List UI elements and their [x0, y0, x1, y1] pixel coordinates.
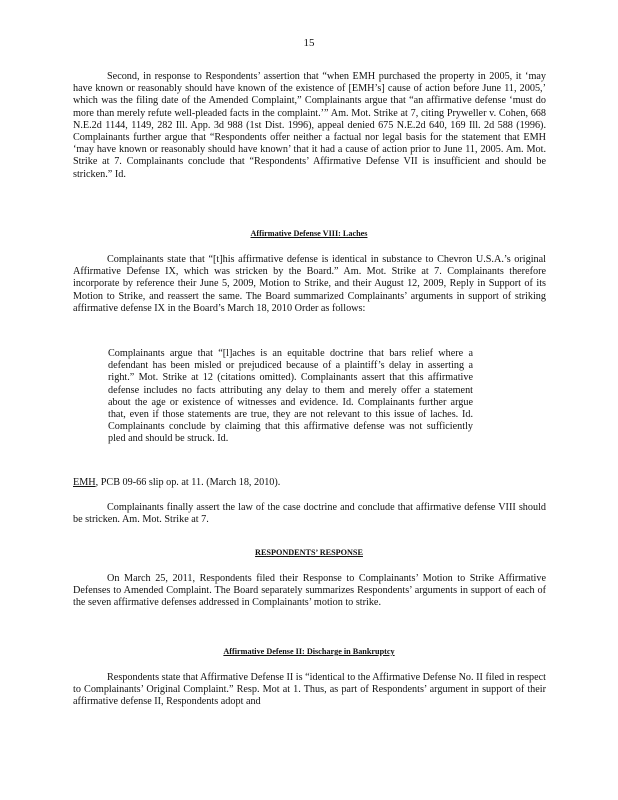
citation-case-name: EMH	[73, 477, 96, 488]
paragraph-text: Complainants state that “[t]his affirmative defense is identical in substance to Chevron U.S.A.’s original Affirmative Defense IX, which was stricken by the Board.” Am. Mot. Strike at 7. Complainants therefore incorporate by reference their June 5, 2009, Motion to Strike, and their August 12, 2009, Reply in Support of its Motion to Strike, and reassert the same. The Board summarized Complainants’ arguments in support of striking affirmative defense IX in the Board’s March 18, 2010 Order as follows:	[73, 254, 546, 314]
section-heading-laches	[0, 229, 618, 238]
citation-line	[73, 477, 473, 488]
heading-text: RESPONDENTS’ RESPONSE	[255, 548, 363, 557]
paragraph-law-of-case	[73, 502, 546, 526]
paragraph-respondents-response	[73, 573, 546, 610]
section-heading-respondents-response	[0, 548, 618, 557]
paragraph-complainants-argument-vii	[73, 71, 546, 181]
block-quote-board-order: Complainants argue that “[l]aches is an equitable doctrine that bars relief where a defendant has been misled or prejudiced because of a plaintiff’s delay in asserting a right.” Mot. Strike at 12 (citations omitted). Complainants assert that this affirmative defense includes no facts attributing any delay to them and merely offer a statement about the age or existence of witnesses and evidence. Id. Complainants further argue that, even if those statements are true, they are not relevant to this issue of laches. Id. Complainants conclude by claiming that this affirmative defense was not sufficiently pled and should be struck. Id.	[108, 348, 473, 445]
page-number: 15	[303, 37, 315, 49]
paragraph-affirmative-defense-ii	[73, 672, 546, 709]
paragraph-laches-intro	[73, 254, 546, 315]
citation-details: , PCB 09-66 slip op. at 11. (March 18, 2010).	[95, 477, 281, 488]
section-heading-discharge-bankruptcy	[0, 647, 618, 656]
heading-text: Affirmative Defense VIII: Laches	[250, 229, 368, 238]
paragraph-text: On March 25, 2011, Respondents filed their Response to Complainants’ Motion to Strike Affirmative Defenses to Amended Complaint. The Board separately summarizes Respondents’ arguments in support of each of the seven affirmative defenses addressed in Complainants’ motion to strike.	[73, 573, 546, 609]
paragraph-text: Respondents state that Affirmative Defense II is “identical to the Affirmative Defense No. II filed in respect to Complainants’ Original Complaint.” Resp. Mot at 1. Thus, as part of Respondents’ argument in support of their affirmative defense II, Respondents adopt and	[73, 672, 546, 708]
heading-text: Affirmative Defense II: Discharge in Bankruptcy	[223, 647, 395, 656]
paragraph-text: Second, in response to Respondents’ assertion that “when EMH purchased the property in 2005, it ‘may have known or reasonably should have known of the existence of [EMH’s] cause of action before June 11, 2005,’ which was the filing date of the Amended Complaint,” Complainants argue that “an affirmative defense ‘must do more than merely refute well-pleaded facts in the complaint.’” Am. Mot. Strike at 7, citing Pryweller v. Cohen, 668 N.E.2d 1144, 1149, 282 Ill. App. 3d 988 (1st Dist. 1996), appeal denied 675 N.E.2d 640, 169 Ill. 2d 588 (1996). Complainants further argue that “Respondents offer neither a factual nor legal basis for the statement that EMH ‘may have known or reasonably should have known’ that it had a cause of action prior to June 11, 2005. Am. Mot. Strike at 7. Complainants conclude that “Respondents’ Affirmative Defense VII is insufficient and should be stricken.” Id.	[73, 71, 546, 180]
paragraph-text: Complainants finally assert the law of the case doctrine and conclude that affirmative defense VIII should be stricken. Am. Mot. Strike at 7.	[73, 502, 546, 526]
